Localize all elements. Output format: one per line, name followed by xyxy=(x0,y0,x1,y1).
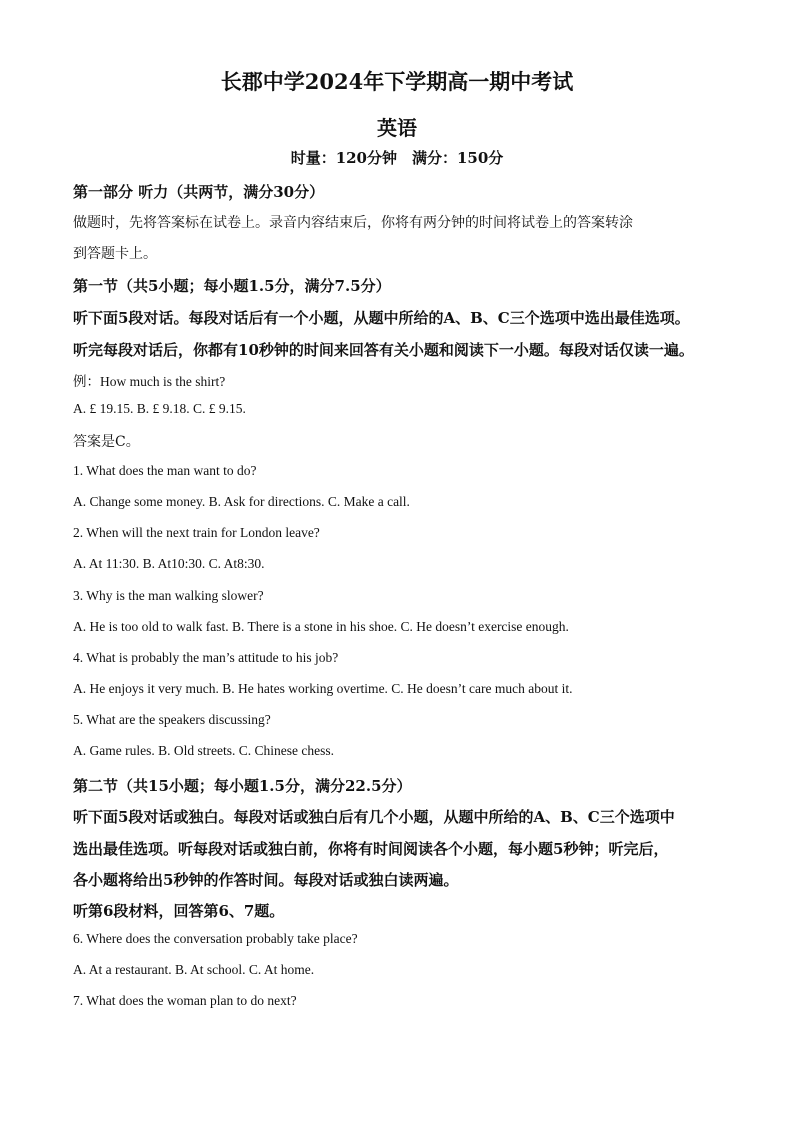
part1-instruction-line1: 做题时，先将答案标在试卷上。录音内容结束后，你将有两分钟的时间将试卷上的答案转涂 xyxy=(73,215,633,231)
exam-title: 长郡中学2024年下学期高一期中考试 xyxy=(220,69,574,94)
material-heading: 听第6段材料，回答第6、7题。 xyxy=(73,902,285,920)
question-3: 3. Why is the man walking slower? xyxy=(73,588,264,603)
options-2: A. At 11:30. B. At10:30. C. At8:30. xyxy=(73,556,265,571)
options-4: A. He enjoys it very much. B. He hates working overtime. C. He doesn’t care much about it. xyxy=(73,681,573,696)
section2-instruction-line1: 听下面5段对话或独白。每段对话或独白后有几个小题，从题中所给的A、B、C三个选项中 xyxy=(73,808,675,826)
section1-instruction-line1: 听下面5段对话。每段对话后有一个小题，从题中所给的A、B、C三个选项中选出最佳选项。 xyxy=(73,309,690,327)
exam-info: 时量：120分钟 满分：150分 xyxy=(290,149,504,167)
question-1: 1. What does the man want to do? xyxy=(73,463,257,478)
question-2: 2. When will the next train for London leave? xyxy=(73,525,320,540)
question-6: 6. Where does the conversation probably take place? xyxy=(73,931,358,946)
example-question: 例：How much is the shirt? xyxy=(73,374,226,389)
example-answer: 答案是C。 xyxy=(73,434,140,450)
question-4: 4. What is probably the man’s attitude to his job? xyxy=(73,650,339,665)
question-5: 5. What are the speakers discussing? xyxy=(73,712,271,727)
section2-heading: 第二节（共15小题；每小题1.5分，满分22.5分） xyxy=(73,777,412,795)
section1-heading: 第一节（共5小题；每小题1.5分，满分7.5分） xyxy=(73,277,391,295)
subject-title: 英语 xyxy=(377,116,417,140)
options-1: A. Change some money. B. Ask for directions. C. Make a call. xyxy=(73,494,410,509)
example-options: A. £ 19.15. B. £ 9.18. C. £ 9.15. xyxy=(73,401,246,416)
section1-instruction-line2: 听完每段对话后，你都有10秒钟的时间来回答有关小题和阅读下一小题。每段对话仅读一遍。 xyxy=(73,341,694,359)
options-3: A. He is too old to walk fast. B. There is a stone in his shoe. C. He doesn’t exercise enough. xyxy=(73,619,569,634)
options-6: A. At a restaurant. B. At school. C. At home. xyxy=(73,962,315,977)
part1-instruction-line2: 到答题卡上。 xyxy=(73,246,157,262)
question-7: 7. What does the woman plan to do next? xyxy=(73,993,297,1008)
section2-instruction-line2: 选出最佳选项。听每段对话或独白前，你将有时间阅读各个小题，每小题5秒钟；听完后， xyxy=(73,840,669,858)
section2-instruction-line3: 各小题将给出5秒钟的作答时间。每段对话或独白读两遍。 xyxy=(73,871,459,889)
part1-heading: 第一部分 听力（共两节，满分30分） xyxy=(73,183,325,201)
options-5: A. Game rules. B. Old streets. C. Chinese chess. xyxy=(73,743,334,758)
